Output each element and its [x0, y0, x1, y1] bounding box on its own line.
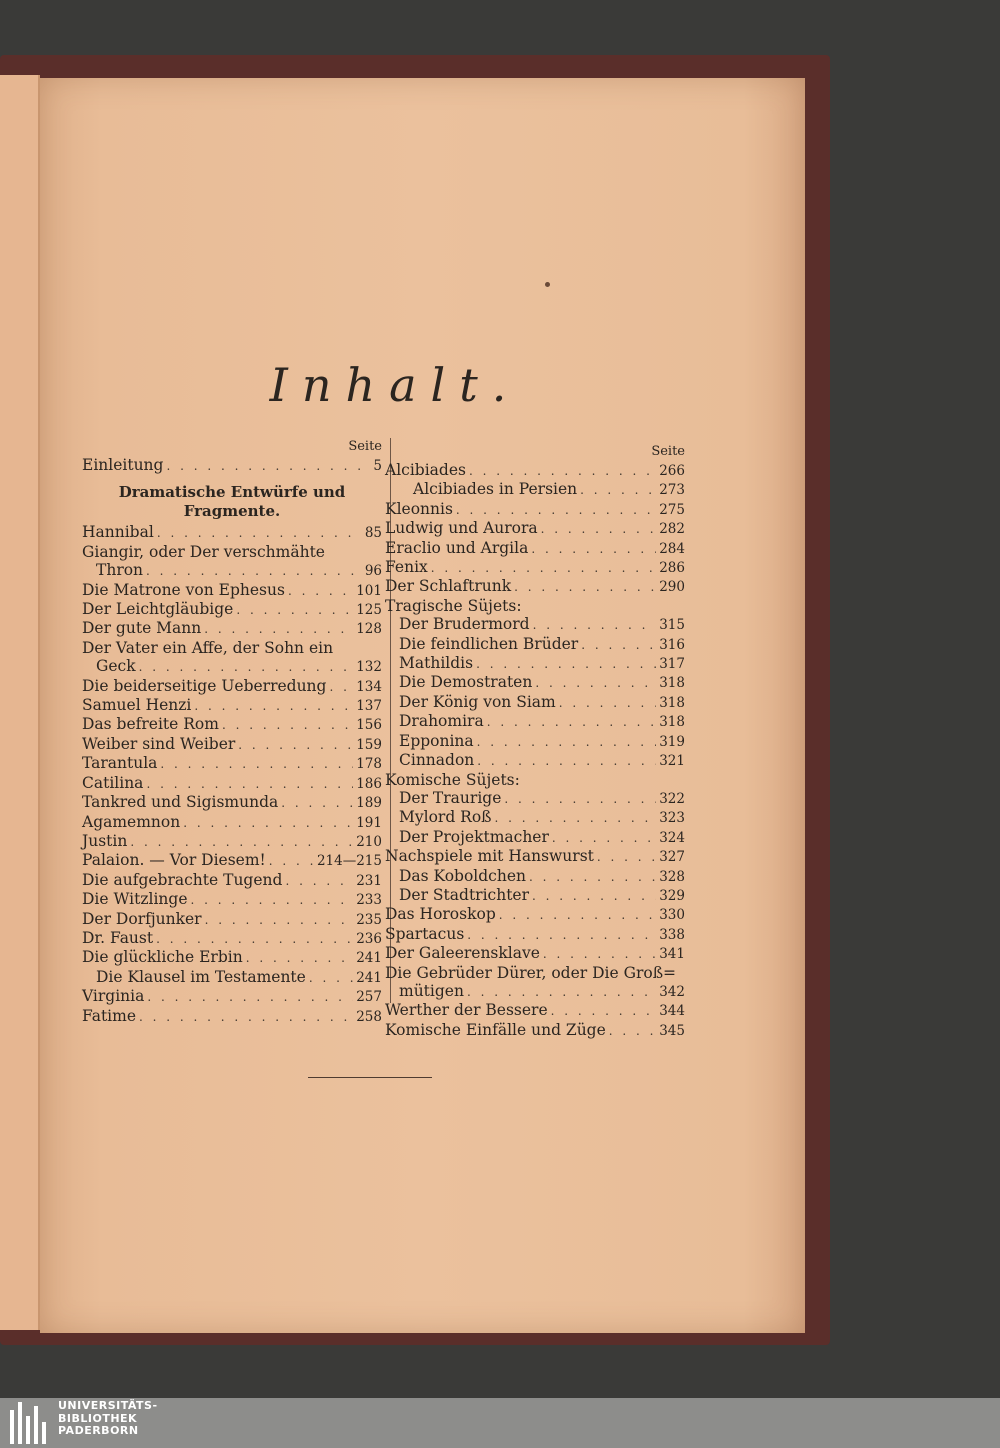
library-name-line: UNIVERSITÄTS-: [58, 1399, 158, 1412]
toc-entry: [82, 910, 382, 929]
toc-entry: [82, 696, 382, 715]
toc-entry-page: 286: [659, 560, 685, 577]
toc-entry: [385, 982, 685, 1001]
toc-entry-title: Hannibal: [82, 523, 154, 542]
section-heading: [82, 483, 382, 521]
toc-entry-page: 132: [356, 659, 382, 676]
toc-entry-page: 191: [356, 814, 382, 831]
toc-entry-page: 338: [659, 926, 685, 943]
toc-entry: [385, 673, 685, 692]
dot-leader: [531, 540, 656, 558]
toc-entry-title: Der Dorfjunker: [82, 909, 202, 928]
toc-entry: [82, 774, 382, 793]
toc-entry-title: Virginia: [82, 987, 145, 1006]
dot-leader: [238, 736, 353, 754]
toc-entry-page: 125: [356, 602, 382, 619]
dot-leader: [456, 501, 656, 519]
toc-right-column: [385, 445, 685, 1040]
toc-entry-title: Der gute Mann: [82, 619, 202, 638]
toc-entry-page: 316: [659, 636, 685, 653]
toc-entry: [82, 735, 382, 754]
dot-leader: [205, 911, 354, 929]
toc-entry: [82, 987, 382, 1006]
dot-leader: [541, 520, 657, 538]
dot-leader: [139, 1008, 353, 1026]
toc-entry-title: Palaion. — Vor Diesem!: [82, 851, 266, 870]
toc-entry: [385, 1021, 685, 1040]
toc-entry-page: 101: [356, 582, 382, 599]
toc-entry: [385, 693, 685, 712]
toc-entry-title: Thron: [96, 561, 144, 580]
toc-entry-page: 329: [659, 887, 685, 904]
toc-entry-page: 324: [659, 829, 685, 846]
toc-entry: [385, 577, 685, 596]
toc-entry-page: 241: [356, 950, 382, 967]
toc-entry-page: 275: [659, 501, 685, 518]
toc-entry: [385, 500, 685, 519]
bottom-rule: [308, 1077, 432, 1078]
toc-entry: [385, 964, 685, 982]
toc-entry-page: 96: [364, 563, 382, 580]
dot-leader: [504, 790, 656, 808]
toc-entry-title: Fenix: [385, 558, 428, 577]
toc-entry: [385, 789, 685, 808]
page-title: Inhalt.: [269, 358, 521, 412]
dot-leader: [476, 655, 656, 673]
toc-entry-page: 241: [356, 969, 382, 986]
toc-entry-page: 233: [356, 892, 382, 909]
toc-entry-title: Der Galeerensklave: [385, 944, 540, 963]
toc-entry-title: Spartacus: [385, 924, 465, 943]
toc-entry-page: 328: [659, 868, 685, 885]
toc-entry-title: Der Vater ein Affe, der Sohn ein: [82, 638, 334, 657]
toc-entry-title: Catilina: [82, 773, 144, 792]
dot-leader: [285, 872, 353, 890]
toc-entry-title: Fatime: [82, 1006, 137, 1025]
toc-entry-page: 137: [356, 698, 382, 715]
toc-entry-title: Komische Süjets:: [385, 770, 520, 789]
toc-entry-page: 345: [659, 1022, 685, 1039]
toc-entry: [82, 754, 382, 773]
toc-entry-page: 317: [659, 656, 685, 673]
dot-leader: [477, 733, 657, 751]
toc-entry-title: Giangir, oder Der verschmähte: [82, 542, 325, 561]
toc-entry: [385, 558, 685, 577]
dot-leader: [204, 620, 353, 638]
dot-leader: [533, 616, 657, 634]
dot-leader: [139, 658, 354, 676]
toc-entry: [385, 654, 685, 673]
toc-entry-page: 186: [356, 775, 382, 792]
library-name-line: BIBLIOTHEK: [58, 1411, 138, 1425]
toc-entry: [82, 523, 382, 542]
toc-entry-title: Mylord Roß: [399, 808, 492, 827]
toc-entry: [82, 715, 382, 734]
toc-entry-page: 210: [356, 833, 382, 850]
library-name: [58, 1400, 158, 1438]
toc-entry-title: Drahomira: [399, 712, 484, 731]
toc-entry-title: Tankred und Sigismunda: [82, 793, 279, 812]
toc-entry-page: 342: [659, 983, 685, 1000]
toc-entry-page: 321: [659, 753, 685, 770]
dot-leader: [597, 848, 656, 866]
dot-leader: [467, 983, 656, 1001]
toc-entry-page: 214—215: [316, 853, 382, 870]
toc-entry-title: Mathildis: [399, 654, 474, 673]
dot-leader: [543, 945, 656, 963]
toc-entry-title: Tragische Süjets:: [385, 596, 522, 615]
toc-entry: [385, 732, 685, 751]
toc-entry: [385, 480, 685, 499]
toc-entry: [82, 851, 382, 870]
toc-entry-title: Einleitung: [82, 456, 164, 474]
dot-leader: [160, 755, 353, 773]
toc-entry: [82, 639, 382, 657]
library-name-line: PADERBORN: [58, 1424, 139, 1437]
toc-entry-page: 282: [659, 521, 685, 538]
toc-entry-page: 318: [659, 714, 685, 731]
toc-entry-page: 318: [659, 694, 685, 711]
toc-entry-title: Der Stadtrichter: [399, 885, 530, 904]
toc-entry: [385, 635, 685, 654]
dot-leader: [529, 868, 656, 886]
dot-leader: [551, 1002, 657, 1020]
toc-entry-title: Ludwig und Aurora: [385, 519, 538, 538]
toc-entry-title: Das Koboldchen: [399, 866, 526, 885]
toc-entry-title: Der Schlaftrunk: [385, 577, 512, 596]
toc-entry: [82, 657, 382, 676]
dot-leader: [559, 694, 656, 712]
dot-leader: [495, 809, 657, 827]
dot-leader: [514, 578, 656, 596]
dot-leader: [309, 969, 353, 987]
dot-leader: [269, 852, 314, 870]
toc-entry-title: Eraclio und Argila: [385, 538, 529, 557]
dot-leader: [147, 988, 353, 1006]
toc-entry: [385, 808, 685, 827]
toc-entry-title: Die glückliche Erbin: [82, 948, 243, 967]
dot-leader: [580, 481, 656, 499]
toc-entry: [385, 615, 685, 634]
toc-entry-page: 344: [659, 1003, 685, 1020]
toc-entry-title: Der König von Siam: [399, 692, 556, 711]
toc-entry-page: 290: [659, 579, 685, 596]
toc-entry: [385, 847, 685, 866]
toc-entry: [385, 539, 685, 558]
toc-entry: [82, 813, 382, 832]
toc-entry: [82, 890, 382, 909]
toc-entry: [385, 771, 685, 789]
toc-entry: [82, 948, 382, 967]
toc-entry: [385, 1001, 685, 1020]
toc-entry-page: 284: [659, 540, 685, 557]
toc-entry: [385, 925, 685, 944]
toc-entry-title: Werther der Bessere: [385, 1001, 548, 1020]
toc-entry-page: 189: [356, 795, 382, 812]
library-logo-icon: [10, 1402, 50, 1444]
toc-entry-page: 322: [659, 790, 685, 807]
toc-entry-title: Die Demostraten: [399, 673, 533, 692]
toc-entry: [385, 905, 685, 924]
dot-leader: [222, 716, 353, 734]
dot-leader: [535, 674, 656, 692]
page-mark: [545, 282, 550, 287]
toc-entry-title: Der Leichtgläubige: [82, 600, 234, 619]
toc-entry-page: 5: [373, 458, 382, 474]
toc-entry-page: 258: [356, 1008, 382, 1025]
dot-leader: [236, 601, 353, 619]
dot-leader: [146, 562, 362, 580]
dot-leader: [469, 462, 656, 480]
toc-entry-title: Das Horoskop: [385, 905, 496, 924]
dot-leader: [487, 713, 657, 731]
toc-left-column: [82, 440, 382, 1026]
heading-line: Dramatische Entwürfe und: [118, 483, 346, 502]
toc-entry-title: Der Projektmacher: [399, 827, 549, 846]
toc-entry-title: Die Witzlinge: [82, 890, 188, 909]
seite-label: Seite: [651, 444, 685, 459]
dot-leader: [609, 1022, 656, 1040]
toc-entry-page: 318: [659, 675, 685, 692]
toc-entry: [82, 793, 382, 812]
toc-entry-title: Tarantula: [82, 754, 158, 773]
dot-leader: [329, 678, 353, 696]
left-page-strip: [0, 75, 40, 1330]
dot-leader: [156, 930, 353, 948]
dot-leader: [288, 582, 353, 600]
toc-entry-title: Geck: [96, 657, 136, 676]
toc-entry-title: Dr. Faust: [82, 928, 154, 947]
toc-entry-page: 315: [659, 617, 685, 634]
toc-entry-title: Justin: [82, 831, 128, 850]
toc-entry-page: 323: [659, 810, 685, 827]
toc-entry: [385, 751, 685, 770]
toc-entry-page: 266: [659, 463, 685, 479]
toc-entry-page: 327: [659, 849, 685, 866]
dot-leader: [532, 887, 656, 905]
toc-entry-title: Agamemnon: [82, 812, 181, 831]
toc-entry: [82, 929, 382, 948]
toc-entry: [385, 461, 685, 480]
toc-entry: [385, 886, 685, 905]
toc-entry: [385, 828, 685, 847]
toc-entry: [82, 1007, 382, 1026]
dot-leader: [146, 775, 353, 793]
toc-entry: [82, 871, 382, 890]
toc-entry-title: Die Klausel im Testamente: [96, 967, 306, 986]
toc-entry: [385, 519, 685, 538]
dot-leader: [281, 794, 353, 812]
toc-entry-page: 341: [659, 946, 685, 963]
toc-entry-title: Nachspiele mit Hanswurst: [385, 847, 594, 866]
toc-entry-page: 319: [659, 733, 685, 750]
toc-entry-page: 235: [356, 911, 382, 928]
toc-entry-title: Alcibiades in Persien: [413, 480, 578, 499]
dot-leader: [130, 833, 353, 851]
toc-entry-title: Die beiderseitige Ueberredung: [82, 676, 327, 695]
toc-entry-title: Die feindlichen Brüder: [399, 634, 579, 653]
toc-entry-page: 156: [356, 717, 382, 734]
toc-entry: [82, 581, 382, 600]
toc-entry-title: Das befreite Rom: [82, 715, 219, 734]
toc-entry-title: Alcibiades: [385, 461, 466, 479]
dot-leader: [246, 949, 354, 967]
toc-entry: [385, 944, 685, 963]
heading-line: Fragmente.: [183, 502, 281, 521]
toc-entry: [82, 561, 382, 580]
dot-leader: [499, 906, 656, 924]
toc-entry-page: 257: [356, 989, 382, 1006]
toc-entry-title: Der Brudermord: [399, 615, 530, 634]
dot-leader: [552, 829, 656, 847]
toc-entry: [385, 597, 685, 615]
toc-entry-title: Der Traurige: [399, 788, 502, 807]
toc-entry-page: 178: [356, 756, 382, 773]
dot-leader: [157, 524, 362, 542]
toc-entry-page: 85: [364, 525, 382, 542]
toc-entry: [82, 619, 382, 638]
toc-entry-title: Epponina: [399, 731, 474, 750]
toc-entry: [82, 968, 382, 987]
toc-entry-page: 330: [659, 907, 685, 924]
dot-leader: [581, 636, 656, 654]
toc-entry-title: Komische Einfälle und Züge: [385, 1020, 606, 1039]
toc-entry-page: 273: [659, 482, 685, 499]
toc-entry: [82, 543, 382, 561]
toc-entry-title: mütigen: [399, 981, 464, 1000]
toc-entry: [82, 600, 382, 619]
dot-leader: [467, 926, 656, 944]
toc-entry-page: 159: [356, 736, 382, 753]
toc-entry-title: Die aufgebrachte Tugend: [82, 870, 283, 889]
dot-leader: [194, 697, 353, 715]
dot-leader: [183, 814, 353, 832]
toc-entry-title: Kleonnis: [385, 499, 453, 518]
toc-entry-page: 231: [356, 872, 382, 889]
dot-leader: [431, 559, 656, 577]
dot-leader: [191, 891, 354, 909]
toc-entry: [82, 677, 382, 696]
toc-entry-page: 134: [356, 678, 382, 695]
toc-entry-page: 236: [356, 930, 382, 947]
toc-entry-title: Weiber sind Weiber: [82, 734, 236, 753]
toc-entry-page: 128: [356, 621, 382, 638]
seite-label: Seite: [348, 439, 382, 454]
toc-entry: [385, 867, 685, 886]
dot-leader: [166, 457, 370, 475]
dot-leader: [477, 752, 656, 770]
toc-entry-title: Samuel Henzi: [82, 696, 192, 715]
toc-entry-title: Cinnadon: [399, 751, 475, 770]
toc-entry: [82, 832, 382, 851]
toc-entry: [82, 456, 382, 475]
toc-entry-title: Die Gebrüder Dürer, oder Die Groß=: [385, 963, 677, 982]
toc-entry-title: Die Matrone von Ephesus: [82, 580, 285, 599]
toc-entry: [385, 712, 685, 731]
